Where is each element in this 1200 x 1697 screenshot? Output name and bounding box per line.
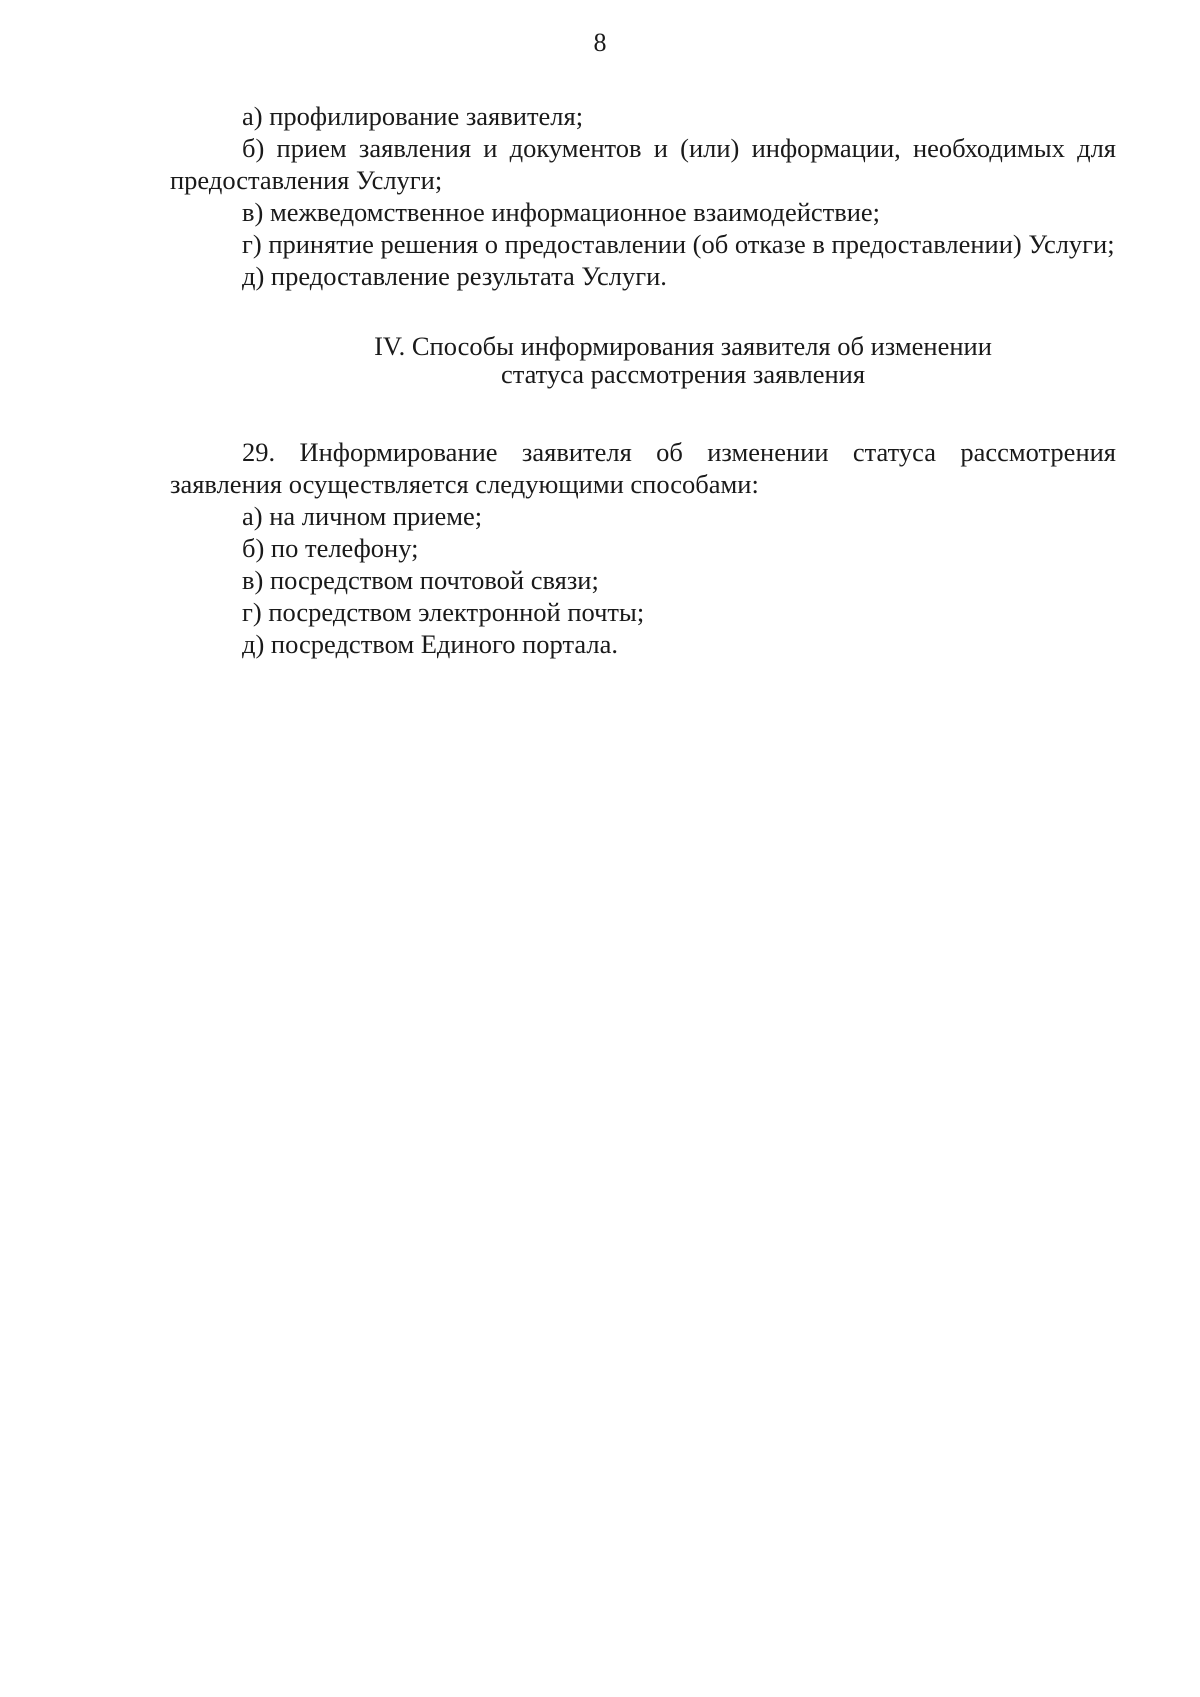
- list-item: а) на личном приеме;: [242, 501, 483, 531]
- document-body: [170, 100, 1116, 660]
- stages-list: [170, 100, 1116, 292]
- section-heading: [170, 332, 1116, 388]
- list-item: б) по телефону;: [242, 533, 419, 563]
- list-item: д) посредством Единого портала.: [242, 629, 618, 659]
- list-item: г) принятие решения о предоставлении (об отказе в предоставлении) Услуги;: [242, 229, 1115, 259]
- section-heading-line-1: IV. Способы информирования заявителя об изменении: [374, 331, 992, 361]
- section-heading-line-2: статуса рассмотрения заявления: [500, 359, 866, 389]
- list-item: б) прием заявления и документов и (или) информации, необходимых для предоставления Услуги;: [170, 133, 1116, 195]
- list-item: а) профилирование заявителя;: [242, 101, 584, 131]
- page-number: 8: [593, 28, 607, 57]
- list-item: д) предоставление результата Услуги.: [242, 261, 667, 291]
- paragraph-29: 29. Информирование заявителя об изменении статуса рассмотрения заявления осуществляется следующими способами:: [170, 437, 1116, 499]
- list-item: в) посредством почтовой связи;: [242, 565, 599, 595]
- list-item: г) посредством электронной почты;: [242, 597, 645, 627]
- list-item: в) межведомственное информационное взаимодействие;: [242, 197, 881, 227]
- section-body: [170, 436, 1116, 660]
